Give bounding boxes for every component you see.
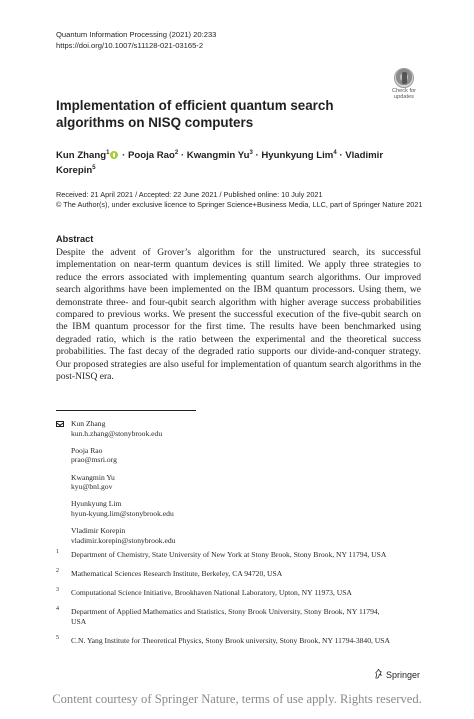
affiliation-text: C.N. Yang Institute for Theoretical Physics, Stony Brook university, Stony Brook, NY 11794-3840, USA [71, 635, 390, 645]
author-name[interactable]: Kun Zhang [56, 150, 107, 161]
affiliation-text: Computational Science Initiative, Brookhaven National Laboratory, Upton, NY 11973, USA [71, 587, 352, 597]
affiliation-text: Department of Chemistry, State University of New York at Stony Brook, Stony Brook, NY 11794, USA [71, 550, 387, 559]
author-affiliation-number: 4 [333, 150, 337, 156]
publisher-name: Springer [386, 670, 421, 680]
envelope-icon [56, 421, 64, 427]
copyright-notice: © The Author(s), under exclusive licence to Springer Science+Business Media, LLC, part of Springer Nature 2021 [56, 200, 423, 209]
contact-name: Vladimir Korepin [71, 526, 126, 536]
journal-citation: Quantum Information Processing (2021) 20:233 [56, 30, 217, 39]
contact-email[interactable]: kyu@bnl.gov [71, 482, 113, 492]
contact-name: Hyunkyung Lim [71, 499, 122, 509]
contact-email[interactable]: hyun-kyung.lim@stonybrook.edu [71, 508, 174, 518]
contact-email[interactable]: vladimir.korepin@stonybrook.edu [71, 535, 176, 545]
affiliation-number: 1 [56, 549, 59, 555]
abstract-text: Despite the advent of Grover’s algorithm for the unstructured search, its successful implementation on near-term quantum devices is still limited. We apply three strategies to reduce the errors associated with implementing quantum search algorithms. Our improved search algorithms have been implemented on the IBM quantum processors. Using them, we demonstrate three- and four-qubit search algorithm with higher average success probabilities compared to previous works. We present the successful execution of the five-qubit search on the IBM quantum processor for the first time. The results have been benchmarked using degraded ratio, which is the ratio between the experimental and the theoretical success probabilities. The fast decay of the degraded ratio supports our divide-and-conquer strategy. Our proposed strategies are also useful for implementation of quantum search algorithms in the post-NISQ era. [56, 247, 421, 383]
author-name[interactable]: Hyunkyung Lim [261, 150, 334, 161]
contact-entry [56, 446, 416, 465]
affiliation-number: 4 [56, 605, 59, 612]
author-name[interactable]: Vladimir Korepin [56, 150, 384, 176]
affiliation-text: Department of Applied Mathematics and Statistics, Stony Brook University, Stony Brook, NY 11794, USA [71, 606, 380, 626]
affiliation-entry [56, 569, 396, 579]
author-affiliation-number: 2 [174, 150, 179, 156]
publisher-logo [374, 669, 420, 680]
affiliation-entry [56, 550, 396, 560]
article-title: Implementation of efficient quantum search algorithms on NISQ computers [56, 98, 334, 130]
contact-name: Kun Zhang [71, 419, 106, 428]
author-affiliation-number: 1 [106, 150, 110, 156]
author-name[interactable]: Kwangmin Yu [186, 150, 250, 161]
contact-email[interactable]: kun.h.zhang@stonybrook.edu [71, 428, 163, 438]
author-separator: · [336, 150, 346, 161]
footnote-divider [56, 410, 196, 411]
doi-link[interactable]: https://doi.org/10.1007/s11128-021-03165-2 [56, 40, 204, 50]
author-separator: · [252, 150, 262, 161]
springer-horse-icon [374, 669, 383, 679]
author-affiliation-number: 5 [92, 165, 96, 171]
crossmark-label-2: updates [394, 94, 414, 100]
contact-entry [56, 526, 416, 545]
affiliation-entry [56, 588, 396, 598]
affiliation-entry [56, 607, 396, 626]
author-separator: · [178, 150, 187, 161]
author-separator: · [119, 150, 128, 161]
affiliation-text: Mathematical Sciences Research Institute, Berkeley, CA 94720, USA [71, 568, 283, 578]
contact-entry [56, 499, 416, 518]
author-list [56, 147, 386, 177]
crossmark-label-1: Check for [392, 88, 416, 94]
contact-entry [56, 473, 416, 492]
affiliation-number: 2 [56, 567, 59, 574]
publication-dates [56, 190, 426, 210]
contact-entry [56, 419, 416, 438]
contact-email[interactable]: prao@msri.org [71, 455, 117, 465]
contact-list [56, 419, 416, 553]
author-affiliation-number: 3 [249, 150, 253, 156]
contact-name: Kwangmin Yu [71, 472, 115, 482]
check-for-updates-badge[interactable] [388, 68, 420, 102]
affiliation-entry [56, 636, 396, 646]
contact-name: Pooja Rao [71, 445, 103, 455]
orcid-icon[interactable] [110, 151, 118, 159]
watermark: Content courtesy of Springer Nature, terms of use apply. Rights reserved. [52, 692, 422, 706]
affiliation-list [56, 550, 396, 655]
affiliation-number: 3 [56, 586, 59, 593]
abstract-heading: Abstract [56, 234, 94, 244]
author-name[interactable]: Pooja Rao [127, 150, 175, 161]
journal-header [56, 30, 216, 51]
crossmark-icon [394, 68, 414, 88]
history-dates: Received: 21 April 2021 / Accepted: 22 June 2021 / Published online: 10 July 2021 [56, 190, 323, 199]
affiliation-number: 5 [56, 634, 59, 641]
